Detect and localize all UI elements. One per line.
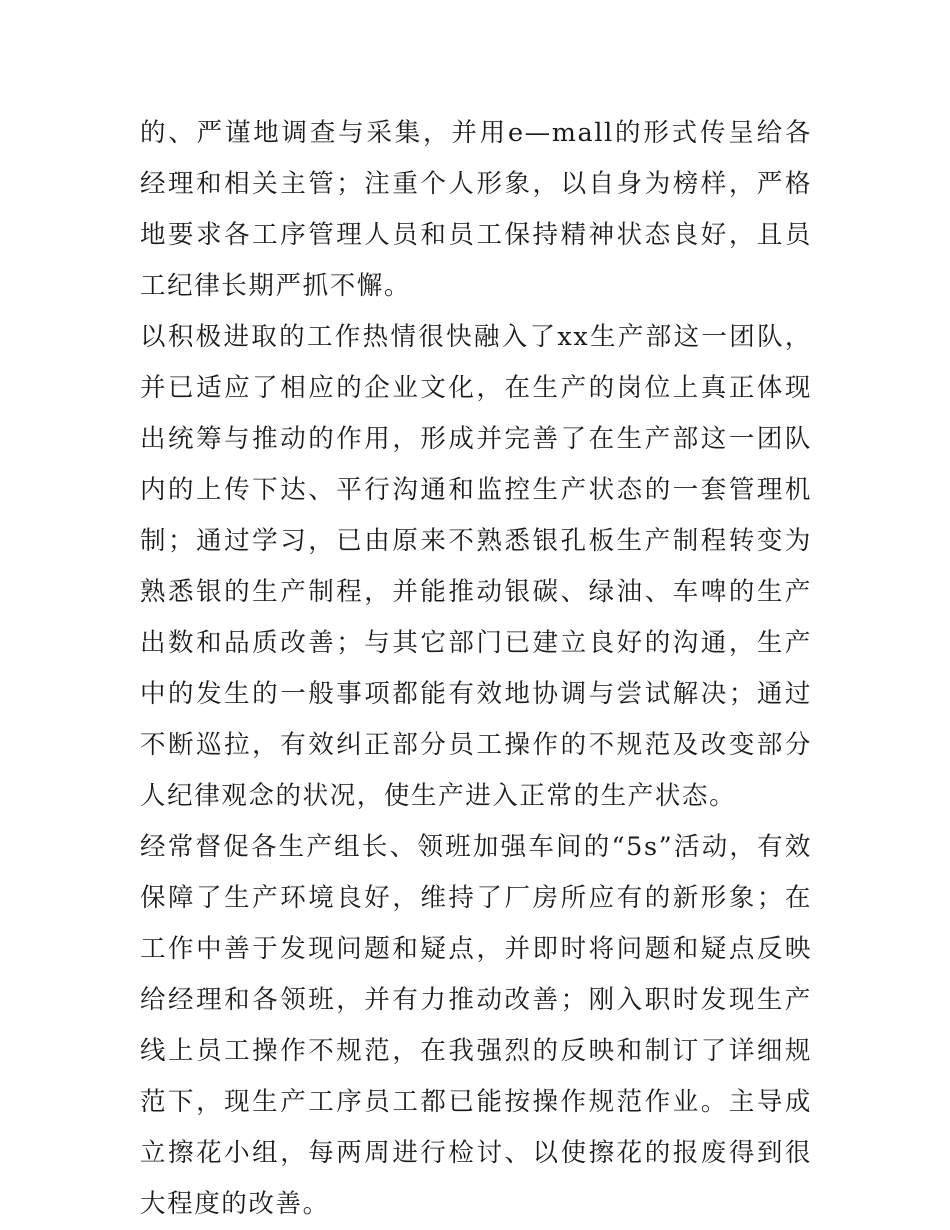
paragraph-1: 的、严谨地调查与采集，并用e—mall的形式传呈给各经理和相关主管；注重个人形象，以自身为榜样，严格地要求各工序管理人员和员工保持精神状态良好，且员工纪律长期严抓不懈。 bbox=[140, 118, 812, 301]
paragraph-3: 经常督促各生产组长、领班加强车间的“5s”活动，有效保障了生产环境良好，维持了厂房所应有的新形象；在工作中善于发现问题和疑点，并即时将问题和疑点反映给经理和各领班，并有力推动改善；刚入职时发现生产线上员工操作不规范，在我强烈的反映和制订了详细规范下，现生产工序员工都已能按操作规范作业。主导成立擦花小组，每两周进行检讨、以使擦花的报废得到很大程度的改善。 bbox=[140, 832, 812, 1219]
paragraph-2: 以积极进取的工作热情很快融入了xx生产部这一团队，并已适应了相应的企业文化，在生产的岗位上真正体现出统筹与推动的作用，形成并完善了在生产部这一团队内的上传下达、平行沟通和监控生产状态的一套管理机制；通过学习，已由原来不熟悉银孔板生产制程转变为熟悉银的生产制程，并能推动银碳、绿油、车啤的生产出数和品质改善；与其它部门已建立良好的沟通，生产中的发生的一般事项都能有效地协调与尝试解决；通过不断巡拉，有效纠正部分员工操作的不规范及改变部分人纪律观念的状况，使生产进入正常的生产状态。 bbox=[140, 322, 812, 811]
document-body bbox=[140, 108, 812, 1230]
